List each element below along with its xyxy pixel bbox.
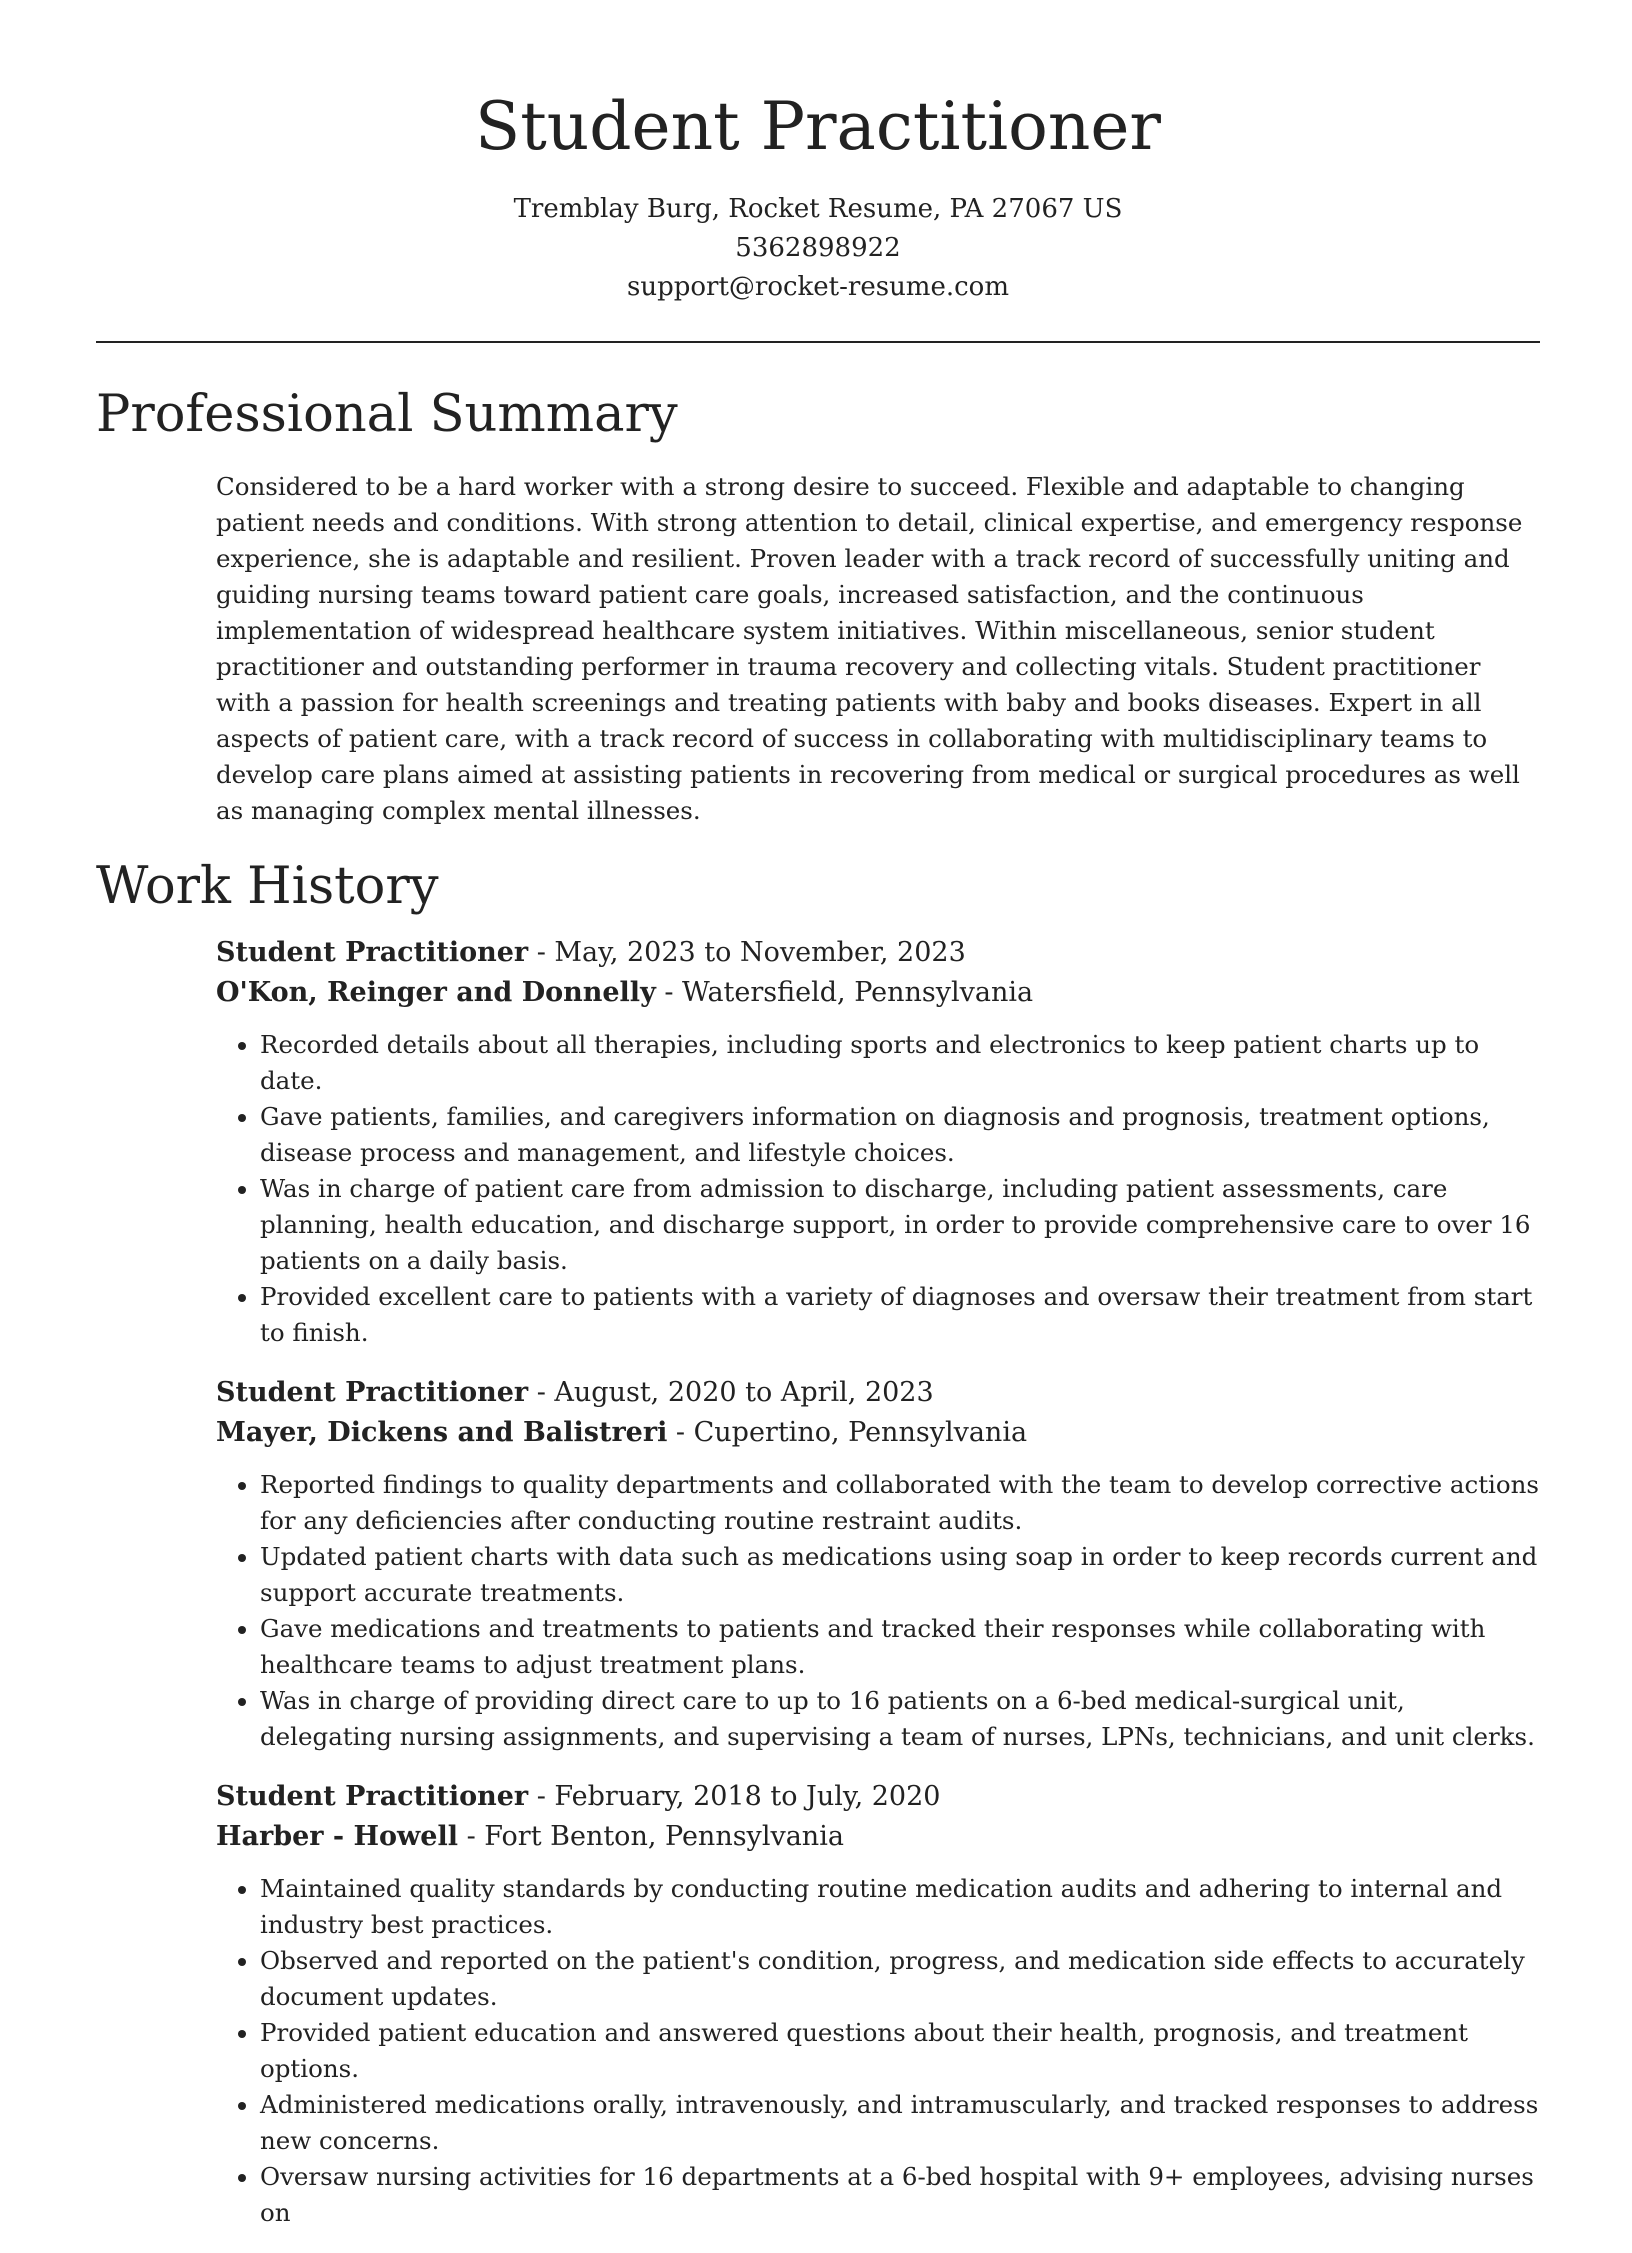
job-company: O'Kon, Reinger and Donnelly — [216, 977, 656, 1008]
job-title: Student Practitioner — [216, 1377, 529, 1408]
job-bullet: • Administered medications orally, intravenously, and intramuscularly, and tracked responses to address new concerns. — [260, 2087, 1540, 2159]
address: Tremblay Burg, Rocket Resume, PA 27067 US — [513, 194, 1123, 224]
summary-text: Considered to be a hard worker with a strong desire to succeed. Flexible and adaptable to changing patient needs and conditions. With strong attention to detail, clinical expertise, and emergency response experience, she is adaptable and resilient. Proven leader with a track record of successfully uniting and guiding nursing teams toward patient care goals, increased satisfaction, and the continuous implementation of widespread healthcare system initiatives. Within miscellaneous, senior student practitioner and outstanding performer in trauma recovery and collecting vitals. Student practitioner with a passion for health screenings and treating patients with baby and books diseases. Expert in all aspects of patient care, with a track record of success in collaborating with multidisciplinary teams to develop care plans aimed at assisting patients in recovering from medical or surgical procedures as well as managing complex mental illnesses. — [216, 472, 1523, 825]
job-company: Harber - Howell — [216, 1821, 458, 1852]
summary-heading: Professional Summary — [96, 385, 678, 444]
job-title: Student Practitioner — [216, 937, 529, 968]
job-company-line — [216, 1413, 1540, 1453]
job-bullet: • Oversaw nursing activities for 16 departments at a 6-bed hospital with 9+ employees, advising nurses on — [260, 2159, 1540, 2231]
job-location: - Cupertino, Pennsylvania — [667, 1417, 1028, 1448]
job-bullet: • Was in charge of providing direct care to up to 16 patients on a 6-bed medical-surgical unit, delegating nursing assignments, and supervising a team of nurses, LPNs, technicians, and unit clerks. — [260, 1683, 1540, 1755]
job-company: Mayer, Dickens and Balistreri — [216, 1417, 668, 1448]
job-bullet: • Provided patient education and answered questions about their health, prognosis, and treatment options. — [260, 2015, 1540, 2087]
job-entry — [216, 1777, 1540, 2231]
job-entry — [216, 933, 1540, 1351]
job-list — [216, 933, 1540, 2231]
job-title-line — [216, 1373, 1540, 1413]
job-bullet: • Gave patients, families, and caregivers information on diagnosis and prognosis, treatment options, disease process and management, and lifestyle choices. — [260, 1099, 1540, 1171]
work-history-heading: Work History — [96, 857, 439, 916]
job-company-line — [216, 1817, 1540, 1857]
email: support@rocket-resume.com — [626, 272, 1009, 302]
job-bullet: • Recorded details about all therapies, including sports and electronics to keep patient charts up to date. — [260, 1027, 1540, 1099]
job-bullets — [216, 1027, 1540, 1351]
job-location: - Fort Benton, Pennsylvania — [457, 1821, 844, 1852]
resume-header — [96, 0, 1540, 307]
job-dates: - August, 2020 to April, 2023 — [528, 1377, 934, 1408]
job-bullet: • Gave medications and treatments to patients and tracked their responses while collaborating with healthcare teams to adjust treatment plans. — [260, 1611, 1540, 1683]
job-dates: - February, 2018 to July, 2020 — [528, 1781, 941, 1812]
candidate-name: Student Practitioner — [475, 88, 1161, 165]
job-title-line — [216, 1777, 1540, 1817]
contact-block — [96, 190, 1540, 307]
job-bullets — [216, 1871, 1540, 2231]
header-divider — [96, 341, 1540, 343]
job-bullet: • Was in charge of patient care from admission to discharge, including patient assessments, care planning, health education, and discharge support, in order to provide comprehensive care to over 16 patients on a daily basis. — [260, 1171, 1540, 1279]
job-location: - Watersfield, Pennsylvania — [655, 977, 1034, 1008]
job-company-line — [216, 973, 1540, 1013]
resume-page — [96, 0, 1540, 2253]
job-bullet: • Provided excellent care to patients with a variety of diagnoses and oversaw their treatment from start to finish. — [260, 1279, 1540, 1351]
job-dates: - May, 2023 to November, 2023 — [528, 937, 966, 968]
job-bullet: • Updated patient charts with data such as medications using soap in order to keep records current and support accurate treatments. — [260, 1539, 1540, 1611]
job-bullet: • Reported findings to quality departments and collaborated with the team to develop corrective actions for any deficiencies after conducting routine restraint audits. — [260, 1467, 1540, 1539]
job-entry — [216, 1373, 1540, 1755]
job-bullet: • Observed and reported on the patient's condition, progress, and medication side effects to accurately document updates. — [260, 1943, 1540, 2015]
job-title-line — [216, 933, 1540, 973]
phone: 5362898922 — [735, 233, 901, 263]
job-title: Student Practitioner — [216, 1781, 529, 1812]
job-bullets — [216, 1467, 1540, 1755]
job-bullet: • Maintained quality standards by conducting routine medication audits and adhering to internal and industry best practices. — [260, 1871, 1540, 1943]
